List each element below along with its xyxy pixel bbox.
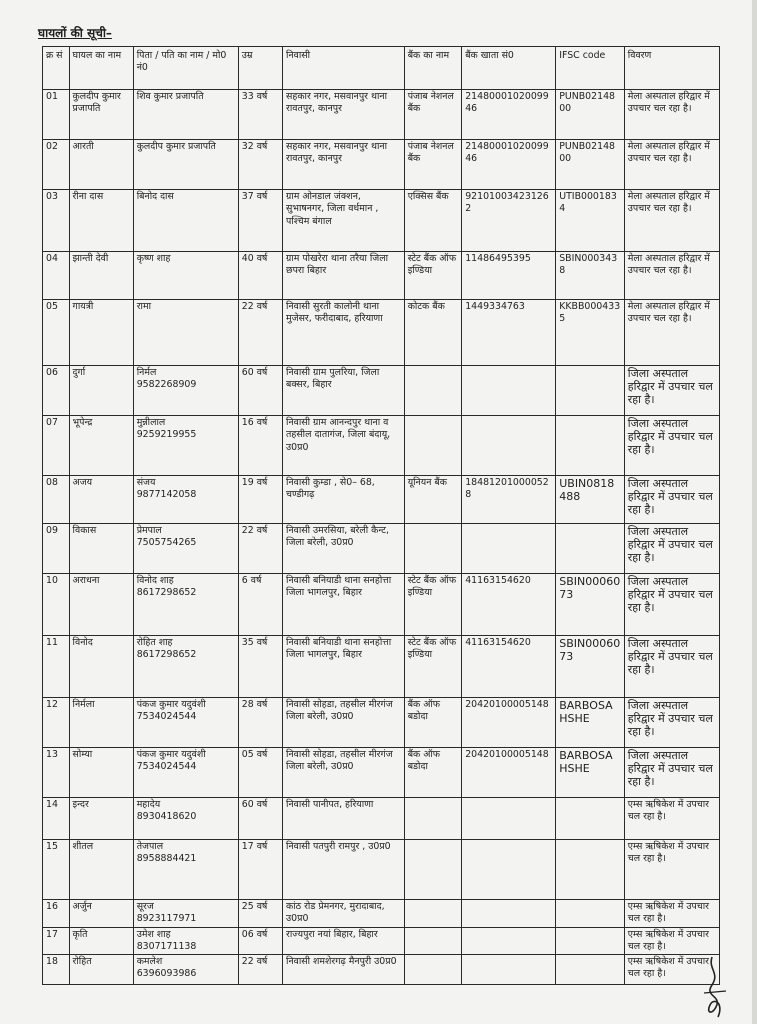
phone-number: 9582268909 bbox=[136, 379, 197, 391]
cell-age: 60 वर्ष bbox=[238, 366, 282, 416]
cell-ifsc bbox=[556, 900, 625, 928]
cell-age: 22 वर्ष bbox=[238, 955, 282, 985]
cell-account bbox=[462, 840, 556, 900]
cell-details: एम्स ऋषिकेश में उपचार चल रहा है। bbox=[624, 955, 719, 985]
phone-number: 9877142058 bbox=[136, 489, 197, 501]
cell-ifsc: SBIN0003438 bbox=[556, 252, 625, 300]
table-row bbox=[43, 927, 720, 955]
cell-account bbox=[462, 900, 556, 928]
phone-number: 8930418620 bbox=[136, 811, 197, 823]
cell-father bbox=[133, 300, 238, 366]
cell-sn: 06 bbox=[43, 366, 70, 416]
handwritten-signature bbox=[700, 955, 730, 1023]
cell-details: मेला अस्पताल हरिद्वार में उपचार चल रहा है। bbox=[624, 90, 719, 140]
cell-details: एम्स ऋषिकेश में उपचार चल रहा है। bbox=[624, 927, 719, 955]
cell-ifsc bbox=[556, 366, 625, 416]
cell-name: विकास bbox=[69, 524, 133, 574]
cell-sn: 10 bbox=[43, 574, 70, 636]
phone-number: 7534024544 bbox=[136, 711, 197, 723]
cell-details: एम्स ऋषिकेश में उपचार चल रहा है। bbox=[624, 900, 719, 928]
cell-details: एम्स ऋषिकेश में उपचार चल रहा है। bbox=[624, 798, 719, 840]
cell-account bbox=[462, 955, 556, 985]
cell-details: जिला अस्पताल हरिद्वार में उपचार चल रहा है। bbox=[624, 524, 719, 574]
cell-sn: 16 bbox=[43, 900, 70, 928]
phone-number: 6396093986 bbox=[136, 968, 197, 980]
cell-name: सोम्या bbox=[69, 748, 133, 798]
page-title: घायलों की सूची– bbox=[38, 26, 112, 40]
cell-father bbox=[133, 748, 238, 798]
phone-number: 9259219955 bbox=[136, 429, 197, 441]
cell-bank: एक्सिस बैंक bbox=[404, 190, 462, 252]
cell-details: एम्स ऋषिकेश में उपचार चल रहा है। bbox=[624, 840, 719, 900]
cell-address: निवासी पानीपत, हरियाणा bbox=[283, 798, 405, 840]
cell-father bbox=[133, 955, 238, 985]
cell-age: 05 वर्ष bbox=[238, 748, 282, 798]
cell-ifsc bbox=[556, 798, 625, 840]
cell-address: निवासी बनियाडी थाना सनहोत्ता जिला भागलपुर, बिहार bbox=[283, 574, 405, 636]
father-name: कृष्ण शाह bbox=[136, 253, 171, 264]
cell-address: निवासी ग्राम आनन्दपुर थाना व तहसील दातागंज, जिला बंदायू, उ0प्र0 bbox=[283, 416, 405, 476]
cell-account bbox=[462, 798, 556, 840]
cell-sn: 15 bbox=[43, 840, 70, 900]
cell-age: 40 वर्ष bbox=[238, 252, 282, 300]
cell-ifsc: KKBB0004335 bbox=[556, 300, 625, 366]
cell-address: निवासी सोहडा, तहसील मीरगंज जिला बरेली, उ0प्र0 bbox=[283, 698, 405, 748]
cell-name: आरती bbox=[69, 140, 133, 190]
table-row bbox=[43, 252, 720, 300]
cell-name: विनोद bbox=[69, 636, 133, 698]
header-bank: बैंक का नाम bbox=[404, 47, 462, 90]
table-row bbox=[43, 140, 720, 190]
cell-ifsc bbox=[556, 416, 625, 476]
cell-father bbox=[133, 698, 238, 748]
page-fold-shadow bbox=[752, 0, 757, 1024]
cell-father bbox=[133, 416, 238, 476]
cell-address: कांठ रोड प्रेमनगर, मुरादाबाद, उ0प्र0 bbox=[283, 900, 405, 928]
cell-father bbox=[133, 252, 238, 300]
cell-sn: 05 bbox=[43, 300, 70, 366]
cell-ifsc: SBIN0006073 bbox=[556, 636, 625, 698]
cell-age: 33 वर्ष bbox=[238, 90, 282, 140]
cell-father bbox=[133, 140, 238, 190]
cell-father bbox=[133, 190, 238, 252]
table-row bbox=[43, 900, 720, 928]
father-name: कमलेश bbox=[136, 956, 163, 968]
table-body bbox=[43, 90, 720, 985]
cell-sn: 17 bbox=[43, 927, 70, 955]
cell-account: 2148000102009946 bbox=[462, 90, 556, 140]
cell-ifsc bbox=[556, 524, 625, 574]
father-name: रोहित शाह bbox=[136, 637, 173, 648]
cell-bank bbox=[404, 798, 462, 840]
phone-number: 8307171138 bbox=[136, 940, 197, 952]
cell-bank: स्टेट बैंक ऑफ इण्डिया bbox=[404, 574, 462, 636]
cell-details: मेला अस्पताल हरिद्वार में उपचार चल रहा है। bbox=[624, 140, 719, 190]
cell-sn: 07 bbox=[43, 416, 70, 476]
cell-account: 41163154620 bbox=[462, 574, 556, 636]
cell-account bbox=[462, 416, 556, 476]
table-row bbox=[43, 955, 720, 985]
injured-list-table bbox=[42, 46, 720, 985]
cell-details: जिला अस्पताल हरिद्वार में उपचार चल रहा है। bbox=[624, 574, 719, 636]
cell-address: निवासी सुरती कालोनी थाना मुजेसर, फरीदाबाद, हरियाणा bbox=[283, 300, 405, 366]
cell-account bbox=[462, 927, 556, 955]
father-name: पंकज कुमार यदुवंशी bbox=[136, 749, 206, 760]
cell-name: अजय bbox=[69, 476, 133, 524]
cell-age: 37 वर्ष bbox=[238, 190, 282, 252]
phone-number: 7534024544 bbox=[136, 761, 197, 773]
cell-sn: 13 bbox=[43, 748, 70, 798]
header-details: विवरण bbox=[624, 47, 719, 90]
cell-father bbox=[133, 900, 238, 928]
table-row bbox=[43, 748, 720, 798]
table-row bbox=[43, 636, 720, 698]
cell-ifsc bbox=[556, 927, 625, 955]
cell-address: ग्राम ओनडाल जंक्शन, सुभाषनगर, जिला वर्धमान , पश्चिम बंगाल bbox=[283, 190, 405, 252]
cell-sn: 11 bbox=[43, 636, 70, 698]
cell-account: 1449334763 bbox=[462, 300, 556, 366]
cell-age: 60 वर्ष bbox=[238, 798, 282, 840]
cell-name: दुर्गा bbox=[69, 366, 133, 416]
cell-age: 17 वर्ष bbox=[238, 840, 282, 900]
cell-name: अराधना bbox=[69, 574, 133, 636]
cell-age: 35 वर्ष bbox=[238, 636, 282, 698]
cell-sn: 14 bbox=[43, 798, 70, 840]
cell-sn: 18 bbox=[43, 955, 70, 985]
header-account: बैंक खाता सं0 bbox=[462, 47, 556, 90]
phone-number: 8958884421 bbox=[136, 853, 197, 865]
phone-number: 8617298652 bbox=[136, 587, 197, 599]
table-header-row bbox=[43, 47, 720, 90]
cell-father bbox=[133, 927, 238, 955]
father-name: सूरज bbox=[136, 901, 154, 912]
cell-ifsc: SBIN0006073 bbox=[556, 574, 625, 636]
cell-ifsc: UBIN0818488 bbox=[556, 476, 625, 524]
cell-ifsc: BARBOSAHSHE bbox=[556, 748, 625, 798]
cell-sn: 03 bbox=[43, 190, 70, 252]
cell-father bbox=[133, 840, 238, 900]
cell-bank: पंजाब नेशनल बैंक bbox=[404, 140, 462, 190]
cell-bank bbox=[404, 927, 462, 955]
header-address: निवासी bbox=[283, 47, 405, 90]
father-name: शिव कुमार प्रजापति bbox=[136, 91, 204, 102]
cell-ifsc: BARBOSAHSHE bbox=[556, 698, 625, 748]
table-row bbox=[43, 698, 720, 748]
header-age: उम्र bbox=[238, 47, 282, 90]
cell-details: जिला अस्पताल हरिद्वार में उपचार चल रहा है। bbox=[624, 698, 719, 748]
cell-bank: यूनियन बैंक bbox=[404, 476, 462, 524]
cell-ifsc bbox=[556, 840, 625, 900]
cell-address: सहकार नगर, मसवानपुर थाना रावतपुर, कानपुर bbox=[283, 90, 405, 140]
cell-address: राज्यपुरा नयां बिहार, बिहार bbox=[283, 927, 405, 955]
father-name: बिनोद दास bbox=[136, 191, 174, 202]
father-name: तेजपाल bbox=[136, 841, 164, 852]
cell-age: 22 वर्ष bbox=[238, 300, 282, 366]
table-row bbox=[43, 798, 720, 840]
cell-father bbox=[133, 636, 238, 698]
cell-sn: 02 bbox=[43, 140, 70, 190]
cell-name: शीतल bbox=[69, 840, 133, 900]
cell-sn: 12 bbox=[43, 698, 70, 748]
header-name: घायल का नाम bbox=[69, 47, 133, 90]
cell-account: 2148000102009946 bbox=[462, 140, 556, 190]
cell-bank: स्टेट बैंक ऑफ इण्डिया bbox=[404, 252, 462, 300]
cell-bank bbox=[404, 955, 462, 985]
father-name: मुन्नीलाल bbox=[136, 417, 166, 428]
cell-father bbox=[133, 574, 238, 636]
cell-address: निवासी उमरसिया, बरेली कैन्ट, जिला बरेली, उ0प्र0 bbox=[283, 524, 405, 574]
cell-account bbox=[462, 366, 556, 416]
cell-age: 22 वर्ष bbox=[238, 524, 282, 574]
phone-number: 8923117971 bbox=[136, 913, 197, 925]
cell-address: निवासी सोहडा, तहसील मीरगंज जिला बरेली, उ0प्र0 bbox=[283, 748, 405, 798]
cell-sn: 01 bbox=[43, 90, 70, 140]
cell-age: 25 वर्ष bbox=[238, 900, 282, 928]
cell-bank bbox=[404, 840, 462, 900]
cell-account bbox=[462, 524, 556, 574]
cell-father bbox=[133, 524, 238, 574]
cell-bank: बैंक ऑफ बडोदा bbox=[404, 748, 462, 798]
cell-name: कृति bbox=[69, 927, 133, 955]
cell-name: रोहित bbox=[69, 955, 133, 985]
cell-father bbox=[133, 90, 238, 140]
cell-sn: 04 bbox=[43, 252, 70, 300]
cell-name: कुलदीप कुमार प्रजापति bbox=[69, 90, 133, 140]
cell-details: मेला अस्पताल हरिद्वार में उपचार चल रहा है। bbox=[624, 300, 719, 366]
cell-account: 41163154620 bbox=[462, 636, 556, 698]
cell-name: निर्मला bbox=[69, 698, 133, 748]
cell-address: निवासी पतपुरी रामपुर , उ0प्र0 bbox=[283, 840, 405, 900]
cell-name: इन्दर bbox=[69, 798, 133, 840]
cell-address: सहकार नगर, मसवानपुर थाना रावतपुर, कानपुर bbox=[283, 140, 405, 190]
table-row bbox=[43, 574, 720, 636]
cell-age: 6 वर्ष bbox=[238, 574, 282, 636]
cell-account: 184812010000528 bbox=[462, 476, 556, 524]
cell-father bbox=[133, 798, 238, 840]
cell-account: 20420100005148 bbox=[462, 748, 556, 798]
cell-bank bbox=[404, 416, 462, 476]
father-name: महादेय bbox=[136, 799, 161, 810]
cell-details: जिला अस्पताल हरिद्वार में उपचार चल रहा है। bbox=[624, 366, 719, 416]
cell-bank: बैंक ऑफ बडोदा bbox=[404, 698, 462, 748]
father-name: विनोद शाह bbox=[136, 575, 174, 586]
father-name: रामा bbox=[136, 301, 152, 312]
cell-name: भूपेन्द्र bbox=[69, 416, 133, 476]
table-row bbox=[43, 524, 720, 574]
cell-details: जिला अस्पताल हरिद्वार में उपचार चल रहा है। bbox=[624, 416, 719, 476]
cell-age: 06 वर्ष bbox=[238, 927, 282, 955]
cell-details: मेला अस्पताल हरिद्वार में उपचार चल रहा है। bbox=[624, 190, 719, 252]
cell-address: निवासी ग्राम पुलरिया, जिला बक्सर, बिहार bbox=[283, 366, 405, 416]
header-father: पिता / पति का नाम / मो0 नं0 bbox=[133, 47, 238, 90]
cell-details: जिला अस्पताल हरिद्वार में उपचार चल रहा है। bbox=[624, 476, 719, 524]
cell-bank: पंजाब नेशनल बैंक bbox=[404, 90, 462, 140]
cell-account: 11486495395 bbox=[462, 252, 556, 300]
father-name: पंकज कुमार यदुवंशी bbox=[136, 699, 206, 710]
father-name: उमेश शाह bbox=[136, 928, 171, 940]
table-row bbox=[43, 840, 720, 900]
phone-number: 7505754265 bbox=[136, 537, 197, 549]
cell-name: गायत्री bbox=[69, 300, 133, 366]
table-row bbox=[43, 190, 720, 252]
cell-bank bbox=[404, 900, 462, 928]
cell-age: 19 वर्ष bbox=[238, 476, 282, 524]
cell-details: जिला अस्पताल हरिद्वार में उपचार चल रहा है। bbox=[624, 748, 719, 798]
cell-address: निवासी कुम्डा , से0– 68, चण्डीगढ़ bbox=[283, 476, 405, 524]
cell-details: मेला अस्पताल हरिद्वार में उपचार चल रहा है। bbox=[624, 252, 719, 300]
cell-name: रीना दास bbox=[69, 190, 133, 252]
cell-ifsc bbox=[556, 955, 625, 985]
cell-father bbox=[133, 366, 238, 416]
cell-bank: स्टेट बैंक ऑफ इण्डिया bbox=[404, 636, 462, 698]
phone-number: 8617298652 bbox=[136, 649, 197, 661]
cell-name: अर्जुन bbox=[69, 900, 133, 928]
father-name: कुलदीप कुमार प्रजापति bbox=[136, 141, 216, 152]
table-row bbox=[43, 90, 720, 140]
cell-name: झान्ती देवी bbox=[69, 252, 133, 300]
cell-address: ग्राम पोखरेरा थाना तरैया जिला छपरा बिहार bbox=[283, 252, 405, 300]
cell-age: 16 वर्ष bbox=[238, 416, 282, 476]
cell-ifsc: UTIB0001834 bbox=[556, 190, 625, 252]
cell-account: 921010034231262 bbox=[462, 190, 556, 252]
table-row bbox=[43, 366, 720, 416]
cell-ifsc: PUNB0214800 bbox=[556, 140, 625, 190]
cell-account: 20420100005148 bbox=[462, 698, 556, 748]
cell-ifsc: PUNB0214800 bbox=[556, 90, 625, 140]
cell-sn: 08 bbox=[43, 476, 70, 524]
father-name: निर्मल bbox=[136, 367, 157, 378]
cell-address: निवासी बनियाडी थाना सनहोत्ता जिला भागलपुर, बिहार bbox=[283, 636, 405, 698]
table-row bbox=[43, 476, 720, 524]
cell-age: 28 वर्ष bbox=[238, 698, 282, 748]
father-name: संजय bbox=[136, 477, 156, 488]
table-row bbox=[43, 416, 720, 476]
cell-bank: कोटक बैंक bbox=[404, 300, 462, 366]
table-row bbox=[43, 300, 720, 366]
header-ifsc: IFSC code bbox=[556, 47, 625, 90]
cell-bank bbox=[404, 366, 462, 416]
cell-sn: 09 bbox=[43, 524, 70, 574]
cell-bank bbox=[404, 524, 462, 574]
cell-details: जिला अस्पताल हरिद्वार में उपचार चल रहा है। bbox=[624, 636, 719, 698]
cell-age: 32 वर्ष bbox=[238, 140, 282, 190]
father-name: प्रेमपाल bbox=[136, 525, 162, 536]
header-sn: क्र सं bbox=[43, 47, 70, 90]
cell-father bbox=[133, 476, 238, 524]
cell-address: निवासी शमशेरगढ़ मैनपुरी उ0प्र0 bbox=[283, 955, 405, 985]
